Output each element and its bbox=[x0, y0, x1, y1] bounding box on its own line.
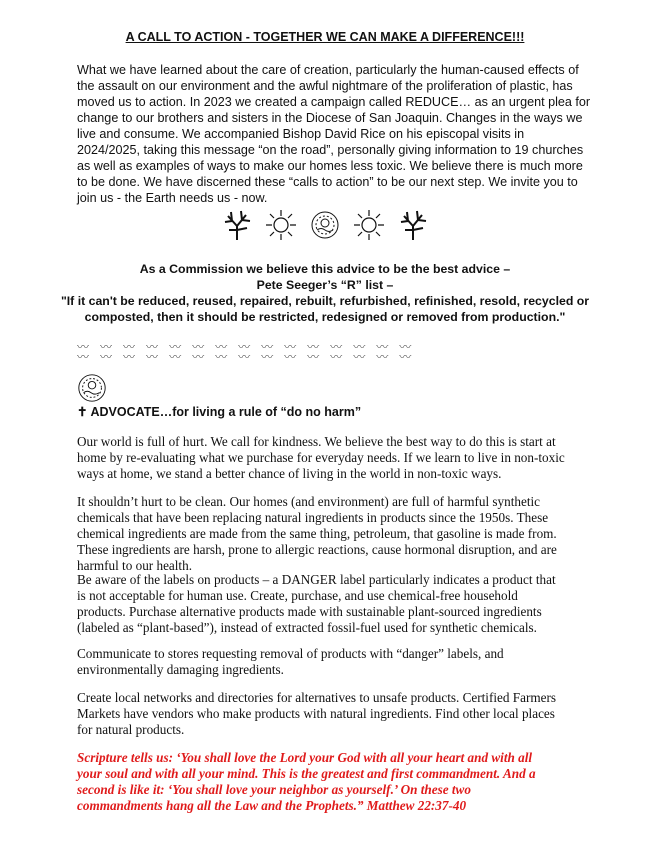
text-line: Communicate to stores requesting removal of products with “danger” labels, and bbox=[77, 646, 504, 661]
wave-icon: 〰 〰 bbox=[238, 340, 250, 364]
wave-icon: 〰 〰 bbox=[330, 340, 342, 364]
text-line: live and consume. We accompanied Bishop David Rice on his episcopal visits in bbox=[77, 127, 525, 141]
text-line: Be aware of the labels on products – a DANGER label particularly indicates a product that bbox=[77, 572, 556, 587]
wave-icon: 〰 〰 bbox=[399, 340, 411, 364]
wave-icon: 〰 〰 bbox=[307, 340, 319, 364]
wave-icon: 〰 〰 bbox=[169, 340, 181, 364]
text-line: It shouldn’t hurt to be clean. Our homes (and environment) are full of harmful synthetic bbox=[77, 494, 541, 509]
paragraph bbox=[77, 434, 565, 482]
wave-icon: 〰 〰 bbox=[77, 340, 89, 364]
text-line: "If it can't be reduced, reused, repaired, rebuilt, refurbished, refinished, resold, recycled or bbox=[60, 294, 590, 308]
paragraph bbox=[77, 690, 556, 738]
wave-icon: 〰 〰 bbox=[100, 340, 112, 364]
wave-icon: 〰 〰 bbox=[261, 340, 273, 364]
wave-divider bbox=[77, 342, 410, 362]
text-line: products. Purchase alternative products made with sustainable plant-sourced ingredients bbox=[77, 604, 542, 619]
wave-icon: 〰 〰 bbox=[284, 340, 296, 364]
text-line: chemical ingredients are made from the same thing, petroleum, that gasoline is made from. bbox=[77, 526, 557, 541]
text-line: composted, then it should be restricted, redesigned or removed from production." bbox=[84, 310, 566, 324]
text-line: join us - the Earth needs us - now. bbox=[77, 191, 268, 205]
paragraph bbox=[77, 572, 556, 636]
text-line: environmentally damaging ingredients. bbox=[77, 662, 284, 677]
text-line: ways at home, we stand a better chance of living in the world in non-toxic ways. bbox=[77, 466, 502, 481]
text-line: Our world is full of hurt. We call for kindness. We believe the best way to do this is start at bbox=[77, 434, 556, 449]
wave-icon: 〰 〰 bbox=[376, 340, 388, 364]
tree-icon bbox=[220, 208, 254, 242]
earth-icon bbox=[76, 372, 108, 404]
text-line: as well as examples of ways to make our homes less toxic. We believe there is much more bbox=[77, 159, 583, 173]
seeger-heading: Pete Seeger’s “R” list – bbox=[256, 278, 394, 292]
page-title: A CALL TO ACTION - TOGETHER WE CAN MAKE A DIFFERENCE!!! bbox=[125, 30, 525, 44]
text-line: your soul and with all your mind. This is the greatest and first commandment. And a bbox=[77, 766, 536, 781]
earth-icon bbox=[308, 208, 342, 242]
text-line: These ingredients are harsh, prone to allergic reactions, cause hormonal disruption, and are bbox=[77, 542, 557, 557]
text-line: harmful to our health. bbox=[77, 558, 192, 573]
tree-icon bbox=[396, 208, 430, 242]
sun-icon bbox=[264, 208, 298, 242]
text-line: the assault on our environment and the awful nightmare of the proliferation of plastic, has bbox=[77, 79, 573, 93]
text-line: for natural products. bbox=[77, 722, 185, 737]
paragraph bbox=[77, 646, 504, 678]
wave-icon: 〰 〰 bbox=[353, 340, 365, 364]
scripture-quote bbox=[77, 750, 536, 814]
wave-icon: 〰 〰 bbox=[123, 340, 135, 364]
text-line: to be done. We have discerned these “calls to action” to be our next step. We invite you to bbox=[77, 175, 578, 189]
text-line: Scripture tells us: ‘You shall love the Lord your God with all your heart and with all bbox=[77, 750, 533, 765]
text-line: 2024/2025, taking this message “on the road”, personally giving information to 19 churches bbox=[77, 143, 584, 157]
text-line: commandments hang all the Law and the Prophets.” Matthew 22:37-40 bbox=[77, 798, 467, 813]
text-line: home by re-evaluating what we purchase for everyday needs. If we learn to live in non-toxic bbox=[77, 450, 565, 465]
wave-icon: 〰 〰 bbox=[215, 340, 227, 364]
text-line: chemicals that have been replacing natural ingredients in products since the 1950s. These bbox=[77, 510, 549, 525]
sun-icon bbox=[352, 208, 386, 242]
text-line: What we have learned about the care of creation, particularly the human-caused effects of bbox=[77, 63, 579, 77]
text-line: Markets have vendors who make products with natural ingredients. Find other local places bbox=[77, 706, 555, 721]
text-line: second is like it: ‘You shall love your neighbor as yourself.’ On these two bbox=[77, 782, 471, 797]
text-line: Create local networks and directories for alternatives to unsafe products. Certified Farmers bbox=[77, 690, 556, 705]
wave-icon: 〰 〰 bbox=[192, 340, 204, 364]
text-line: change to our brothers and sisters in the Diocese of San Joaquin. Changes in the ways we bbox=[77, 111, 583, 125]
intro-paragraph bbox=[77, 62, 590, 206]
seeger-quote bbox=[0, 293, 650, 325]
text-line: moved us to action. In 2023 we created a campaign called REDUCE… as an urgent plea for bbox=[77, 95, 591, 109]
commission-statement: As a Commission we believe this advice to be the best advice – bbox=[139, 262, 511, 276]
icon-row bbox=[0, 208, 650, 242]
advocate-heading: ✝ ADVOCATE…for living a rule of “do no harm” bbox=[77, 405, 362, 419]
text-line: is not acceptable for human use. Create, purchase, and use chemical-free household bbox=[77, 588, 518, 603]
text-line: (labeled as “plant-based”), instead of extracted fossil-fuel used for synthetic chemicals. bbox=[77, 620, 537, 635]
wave-icon: 〰 〰 bbox=[146, 340, 158, 364]
paragraph bbox=[77, 494, 557, 574]
